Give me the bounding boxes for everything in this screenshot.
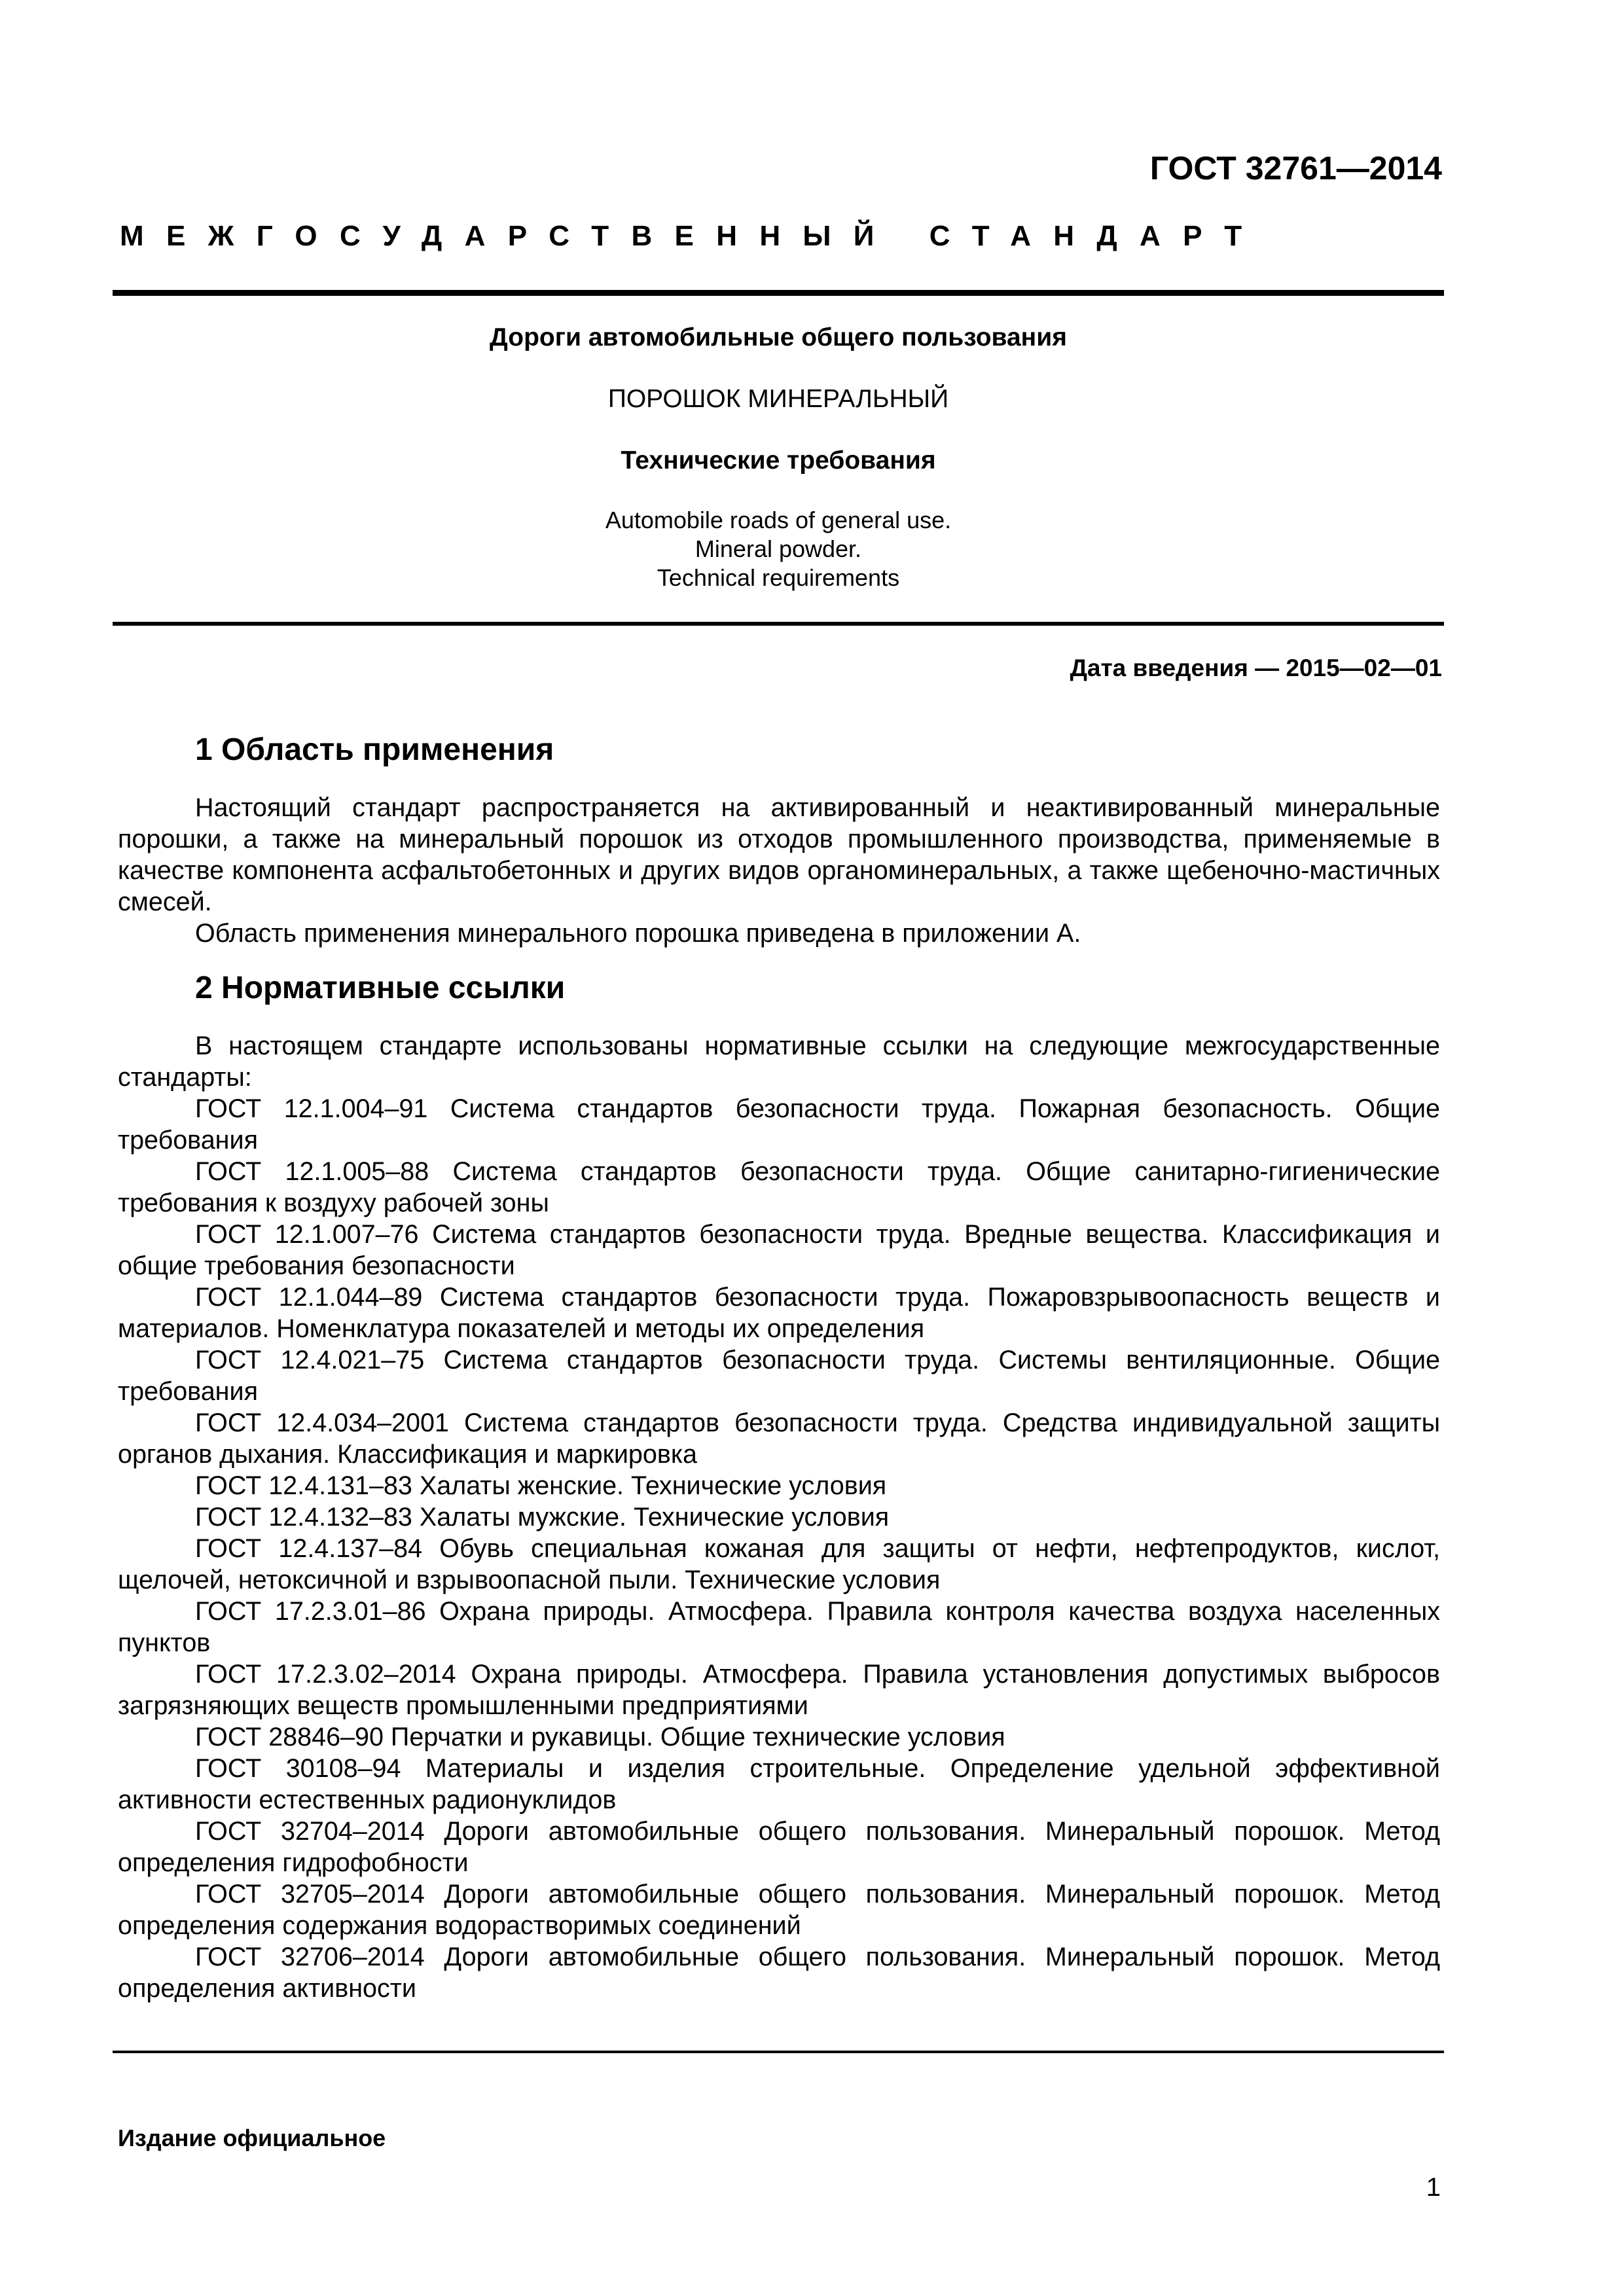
title-bottom-rule <box>113 622 1444 626</box>
reference-item: ГОСТ 17.2.3.01–86 Охрана природы. Атмосфера. Правила контроля качества воздуха населенных пунктов <box>118 1597 1440 1657</box>
interstate-standard-label <box>120 220 1429 253</box>
section-1-body <box>118 792 1440 949</box>
reference-item: ГОСТ 30108–94 Материалы и изделия строительные. Определение удельной эффективной активности естественных радионуклидов <box>118 1754 1440 1814</box>
reference-item: ГОСТ 28846–90 Перчатки и рукавицы. Общие технические условия <box>195 1723 1005 1751</box>
document-code: ГОСТ 32761—2014 <box>1149 150 1442 187</box>
section-1-heading: 1 Область применения <box>195 732 554 767</box>
reference-item: ГОСТ 32705–2014 Дороги автомобильные общего пользования. Минеральный порошок. Метод определения содержания водорастворимых соединений <box>118 1880 1440 1940</box>
title-road-type: Дороги автомобильные общего пользования <box>490 323 1067 351</box>
reference-item: ГОСТ 12.4.132–83 Халаты мужские. Технические условия <box>195 1503 890 1532</box>
title-subject: Технические требования <box>621 446 936 475</box>
section-2-body <box>118 1030 1440 2004</box>
reference-item: ГОСТ 12.4.137–84 Обувь специальная кожаная для защиты от нефти, нефтепродуктов, кислот, щелочей, нетоксичной и взрывоопасной пыли. Технические условия <box>118 1534 1440 1594</box>
title-english-line-1: Automobile roads of general use. <box>605 507 952 533</box>
standard-word: СТАНДАРТ <box>929 220 1265 252</box>
section-2-heading: 2 Нормативные ссылки <box>195 971 566 1005</box>
top-rule <box>113 290 1444 296</box>
section-1-paragraph: Настоящий стандарт распространяется на активированный и неактивированный минеральные порошки, а также на минеральный порошок из отходов промышленного производства, применяемые в качестве компонента асфальтобетонных и других видов органоминеральных, а также щебеночно-мастичных смесей. <box>118 793 1440 916</box>
reference-item: ГОСТ 12.4.131–83 Халаты женские. Технические условия <box>195 1471 887 1500</box>
footer-rule <box>113 2051 1444 2053</box>
official-edition-label: Издание официальное <box>118 2125 386 2151</box>
introduction-date: Дата введения — 2015—02—01 <box>1070 655 1442 681</box>
reference-item: ГОСТ 17.2.3.02–2014 Охрана природы. Атмосфера. Правила установления допустимых выбросов загрязняющих веществ промышленными предприятиями <box>118 1660 1440 1720</box>
reference-item: ГОСТ 32706–2014 Дороги автомобильные общего пользования. Минеральный порошок. Метод определения активности <box>118 1943 1440 2003</box>
title-english-line-2: Mineral powder. <box>695 535 862 562</box>
reference-item: ГОСТ 12.1.044–89 Система стандартов безопасности труда. Пожаровзрывоопасность веществ и материалов. Номенклатура показателей и методы их определения <box>118 1283 1440 1343</box>
title-product: ПОРОШОК МИНЕРАЛЬНЫЙ <box>607 385 949 413</box>
section-1-paragraph: Область применения минерального порошка приведена в приложении А. <box>195 919 1081 948</box>
reference-item: ГОСТ 12.1.007–76 Система стандартов безопасности труда. Вредные вещества. Классификация и общие требования безопасности <box>118 1220 1440 1280</box>
reference-item: ГОСТ 12.1.005–88 Система стандартов безопасности труда. Общие санитарно-гигиенические требования к воздуху рабочей зоны <box>118 1157 1440 1217</box>
reference-item: ГОСТ 12.4.034–2001 Система стандартов безопасности труда. Средства индивидуальной защиты органов дыхания. Классификация и маркировка <box>118 1408 1440 1469</box>
section-2-intro: В настоящем стандарте использованы нормативные ссылки на следующие межгосударственные стандарты: <box>118 1031 1440 1092</box>
reference-item: ГОСТ 12.1.004–91 Система стандартов безопасности труда. Пожарная безопасность. Общие требования <box>118 1094 1440 1155</box>
page-number: 1 <box>1426 2173 1441 2202</box>
interstate-word: МЕЖГОСУДАРСТВЕННЫЙ <box>120 220 897 252</box>
title-english-line-3: Technical requirements <box>657 564 900 591</box>
reference-item: ГОСТ 12.4.021–75 Система стандартов безопасности труда. Системы вентиляционные. Общие требования <box>118 1346 1440 1406</box>
reference-item: ГОСТ 32704–2014 Дороги автомобильные общего пользования. Минеральный порошок. Метод определения гидрофобности <box>118 1817 1440 1877</box>
